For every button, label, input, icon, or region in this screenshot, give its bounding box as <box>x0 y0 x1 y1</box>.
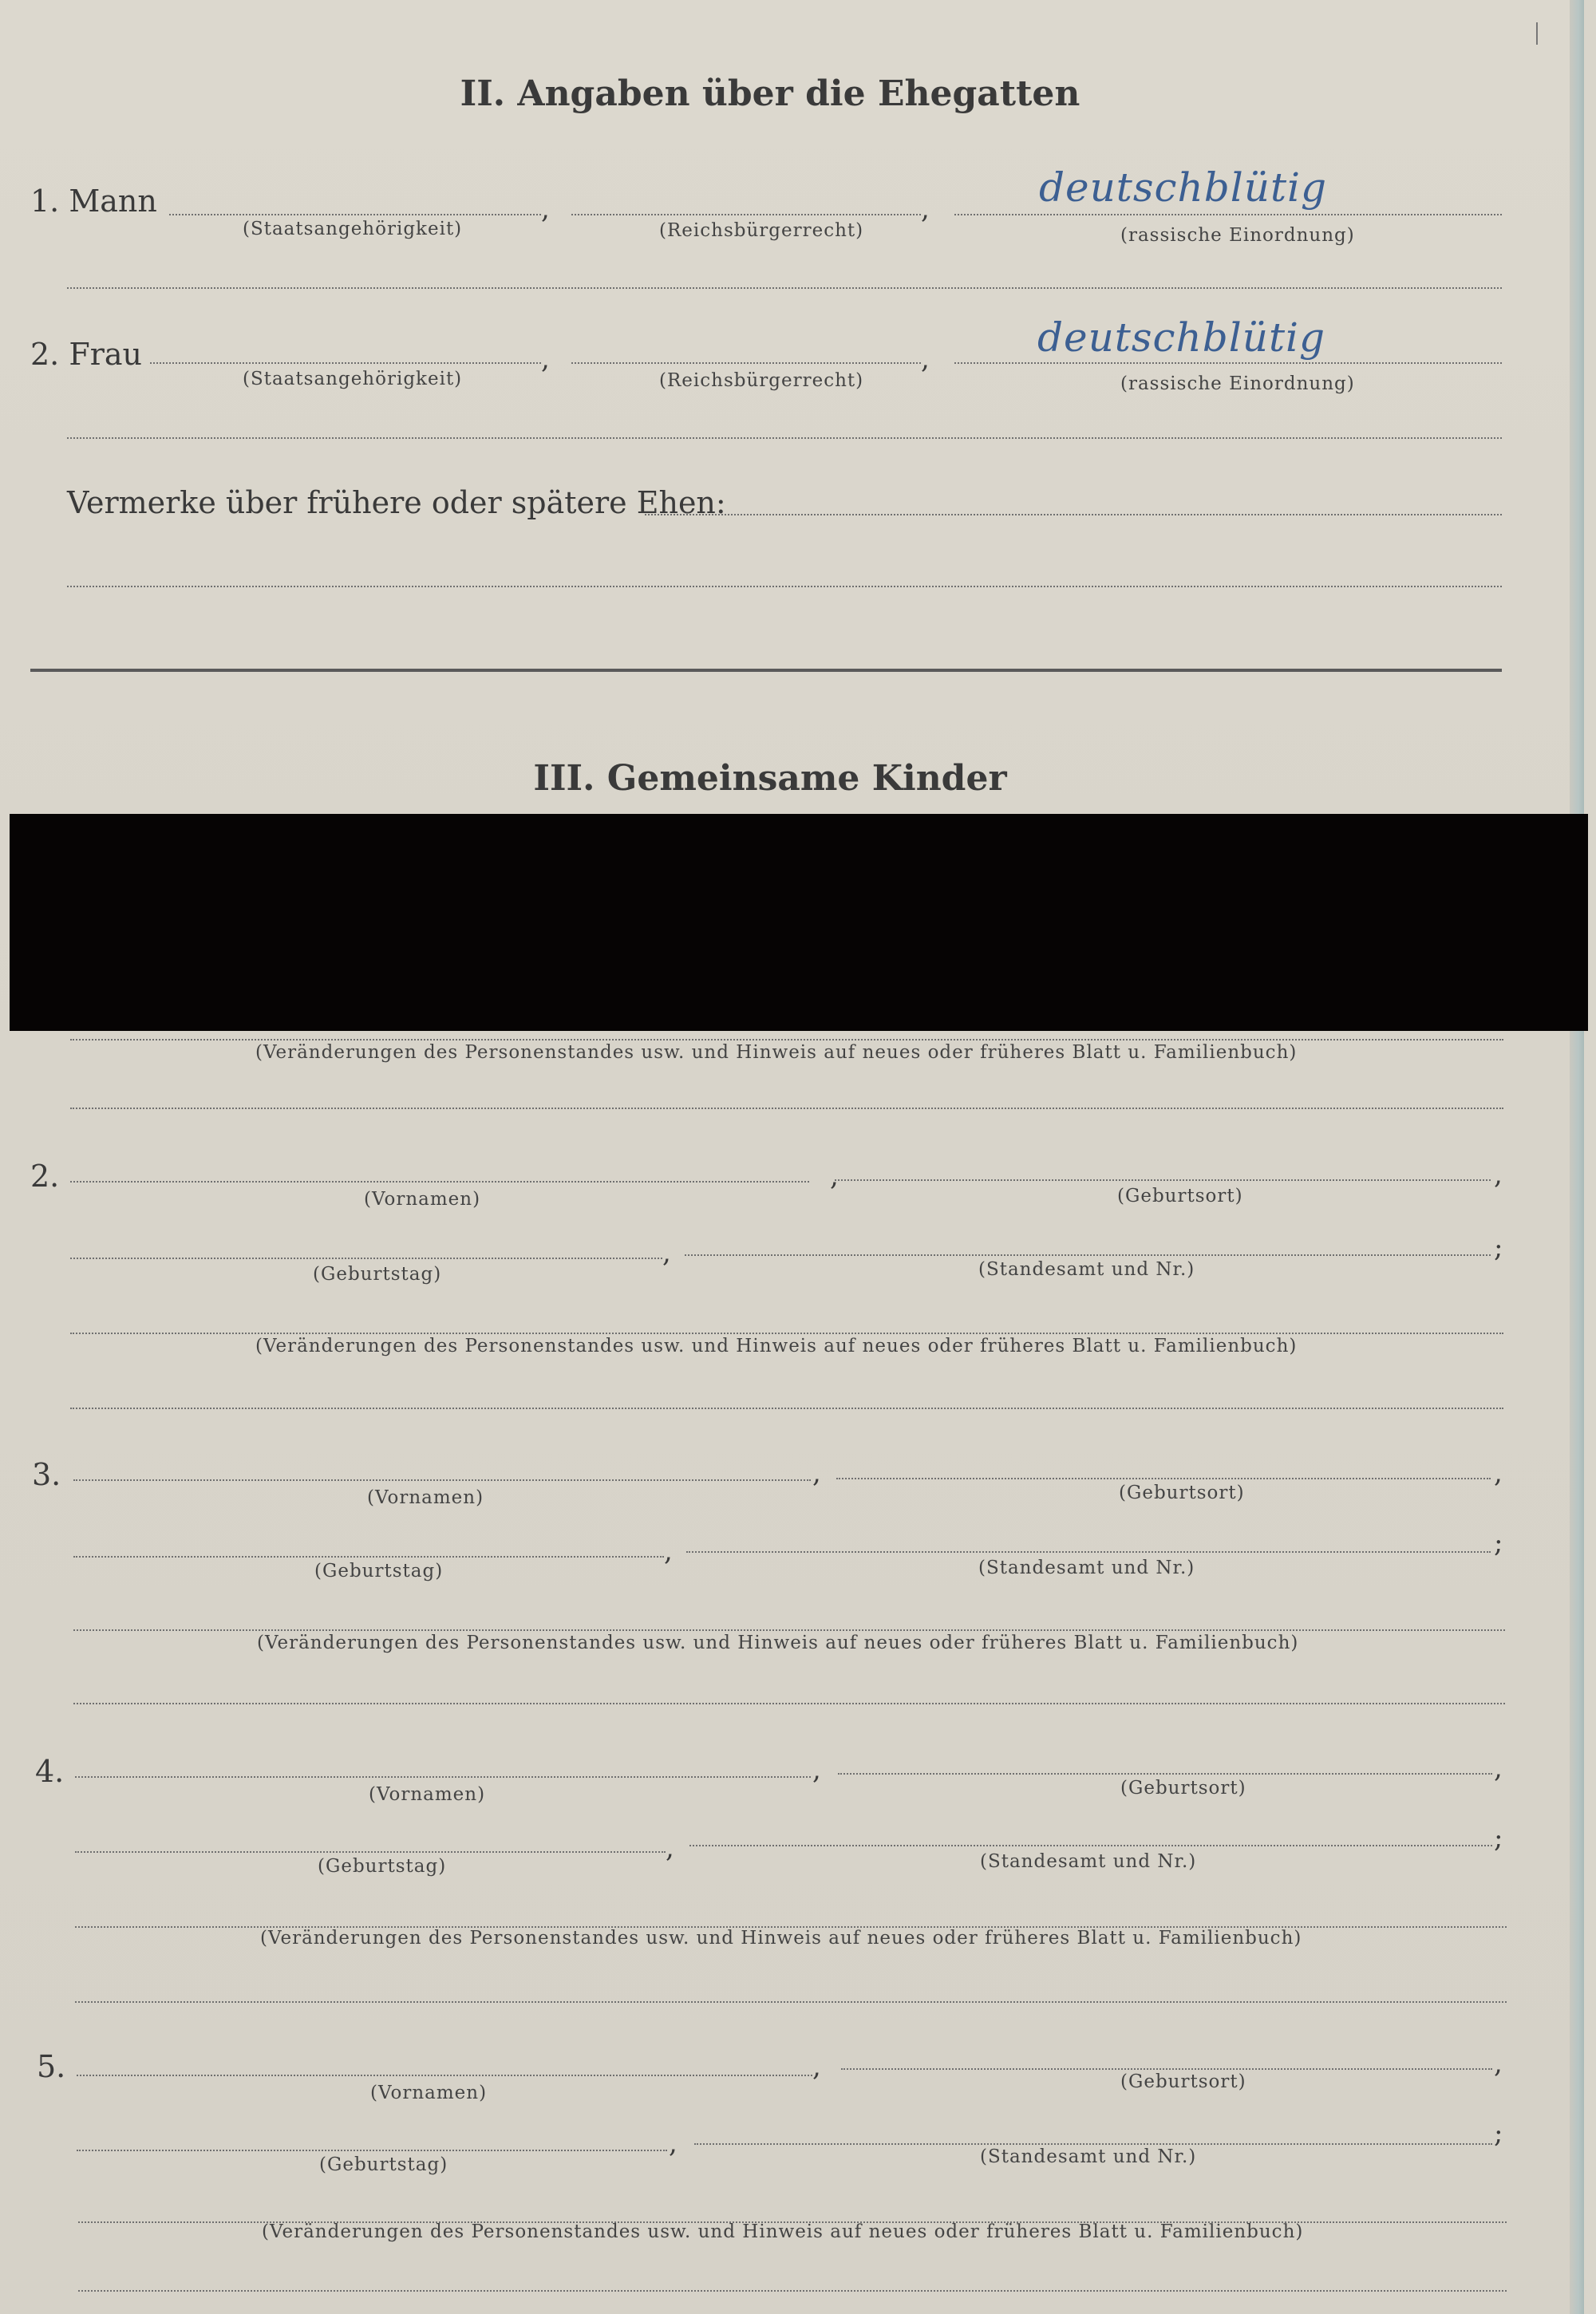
section-divider <box>30 669 1502 672</box>
caption-vornamen: (Vornamen) <box>370 2083 488 2103</box>
caption-geburtstag: (Geburtstag) <box>319 2154 448 2175</box>
child-3-standesamt-field[interactable] <box>686 1551 1491 1553</box>
caption-geburtsort: (Geburtsort) <box>1120 2071 1246 2092</box>
page-edge <box>1570 0 1584 2314</box>
child-5-standesamt-field[interactable] <box>694 2143 1492 2145</box>
caption-geburtstag: (Geburtstag) <box>314 1561 444 1581</box>
child-3-number: 3. <box>32 1457 61 1492</box>
caption-veraenderungen: (Veränderungen des Personenstandes usw. und Hinweis auf neues oder früheres Blatt u. Familienbuch) <box>262 2221 1304 2242</box>
frau-label: 2. Frau <box>30 337 142 372</box>
child-3-extra-line[interactable] <box>73 1703 1505 1704</box>
child-5-vornamen-field[interactable] <box>77 2075 812 2076</box>
child-2-geburtstag-field[interactable] <box>70 1258 662 1259</box>
child-2-geburtsort-field[interactable] <box>835 1179 1491 1181</box>
child-3-geburtstag-field[interactable] <box>73 1556 664 1558</box>
comma: , <box>1494 1457 1503 1489</box>
comma: , <box>1494 1159 1503 1191</box>
caption-geburtsort: (Geburtsort) <box>1120 1778 1246 1799</box>
mann-staat-field[interactable] <box>169 214 541 215</box>
caption-standesamt: (Standesamt und Nr.) <box>980 2146 1197 2167</box>
caption-vornamen: (Vornamen) <box>367 1487 484 1508</box>
child-5-geburtsort-field[interactable] <box>841 2068 1492 2070</box>
comma: , <box>812 1754 821 1786</box>
mann-label: 1. Mann <box>30 184 157 219</box>
child-1-extra-line[interactable] <box>70 1108 1503 1109</box>
vermerke-field[interactable] <box>645 514 1502 515</box>
frau-extra-line[interactable] <box>67 437 1502 439</box>
caption-veraenderungen: (Veränderungen des Personenstandes usw. und Hinweis auf neues oder früheres Blatt u. Familienbuch) <box>255 1336 1298 1356</box>
caption-geburtstag: (Geburtstag) <box>318 1856 447 1877</box>
frau-staat-field[interactable] <box>150 362 541 364</box>
comma: , <box>830 1160 839 1192</box>
child-2-standesamt-field[interactable] <box>685 1254 1491 1256</box>
semicolon: ; <box>1494 1527 1503 1559</box>
child-4-geburtsort-field[interactable] <box>838 1773 1492 1775</box>
child-4-vornamen-field[interactable] <box>75 1776 811 1778</box>
child-1-changes-line[interactable] <box>70 1039 1503 1041</box>
frau-rasse-field[interactable] <box>954 362 1502 364</box>
child-3-changes-line[interactable] <box>73 1629 1505 1631</box>
child-2-number: 2. <box>30 1159 60 1194</box>
child-2-extra-line[interactable] <box>70 1408 1503 1409</box>
frau-handwritten-entry: deutschblütig <box>1037 314 1326 361</box>
child-4-extra-line[interactable] <box>75 2001 1507 2003</box>
edge-mark <box>1536 22 1538 45</box>
mann-handwritten-entry: deutschblütig <box>1039 164 1328 211</box>
comma: , <box>664 1535 673 1567</box>
comma: , <box>662 1237 671 1269</box>
comma: , <box>669 2127 678 2159</box>
caption-staatsangehoerigkeit: (Staatsangehörigkeit) <box>243 369 463 389</box>
child-4-standesamt-field[interactable] <box>689 1845 1492 1846</box>
child-5-geburtstag-field[interactable] <box>77 2150 667 2151</box>
child-5-number: 5. <box>37 2049 66 2084</box>
comma: , <box>1494 2047 1503 2079</box>
mann-reich-field[interactable] <box>571 214 921 215</box>
semicolon: ; <box>1494 2118 1503 2150</box>
child-3-vornamen-field[interactable] <box>73 1479 811 1481</box>
vermerke-extra-line[interactable] <box>67 586 1502 587</box>
comma: , <box>666 1832 674 1864</box>
child-4-geburtstag-field[interactable] <box>75 1851 666 1853</box>
comma: , <box>812 2051 821 2083</box>
caption-veraenderungen: (Veränderungen des Personenstandes usw. und Hinweis auf neues oder früheres Blatt u. Familienbuch) <box>255 1042 1298 1063</box>
caption-standesamt: (Standesamt und Nr.) <box>978 1558 1195 1578</box>
comma: , <box>921 343 930 375</box>
comma: , <box>812 1457 821 1489</box>
caption-geburtstag: (Geburtstag) <box>313 1264 442 1285</box>
caption-rassische-einordnung: (rassische Einordnung) <box>1120 225 1355 246</box>
caption-staatsangehoerigkeit: (Staatsangehörigkeit) <box>243 219 463 239</box>
section-2-heading: II. Angaben über die Ehegatten <box>460 73 1080 114</box>
caption-veraenderungen: (Veränderungen des Personenstandes usw. und Hinweis auf neues oder früheres Blatt u. Familienbuch) <box>257 1633 1299 1653</box>
caption-rassische-einordnung: (rassische Einordnung) <box>1120 373 1355 394</box>
caption-standesamt: (Standesamt und Nr.) <box>978 1259 1195 1280</box>
semicolon: ; <box>1494 1822 1503 1854</box>
caption-vornamen: (Vornamen) <box>364 1189 481 1210</box>
comma: , <box>541 343 550 375</box>
child-4-number: 4. <box>35 1754 65 1789</box>
child-5-extra-line[interactable] <box>78 2290 1507 2292</box>
caption-vornamen: (Vornamen) <box>369 1784 486 1805</box>
caption-veraenderungen: (Veränderungen des Personenstandes usw. und Hinweis auf neues oder früheres Blatt u. Familienbuch) <box>260 1928 1302 1949</box>
semicolon: ; <box>1494 1232 1503 1264</box>
caption-reichsbuergerrecht: (Reichsbürgerrecht) <box>659 220 864 241</box>
frau-reich-field[interactable] <box>571 362 921 364</box>
caption-reichsbuergerrecht: (Reichsbürgerrecht) <box>659 370 864 391</box>
redaction-bar <box>10 814 1588 1031</box>
mann-extra-line[interactable] <box>67 287 1502 289</box>
comma: , <box>541 193 550 225</box>
child-2-changes-line[interactable] <box>70 1333 1503 1334</box>
child-3-geburtsort-field[interactable] <box>836 1478 1491 1479</box>
caption-geburtsort: (Geburtsort) <box>1119 1483 1245 1503</box>
comma: , <box>1494 1752 1503 1784</box>
child-2-vornamen-field[interactable] <box>70 1181 809 1183</box>
mann-rasse-field[interactable] <box>954 214 1502 215</box>
caption-standesamt: (Standesamt und Nr.) <box>980 1851 1197 1872</box>
comma: , <box>921 193 930 225</box>
vermerke-label: Vermerke über frühere oder spätere Ehen: <box>67 485 726 520</box>
caption-geburtsort: (Geburtsort) <box>1117 1186 1243 1206</box>
section-3-heading: III. Gemeinsame Kinder <box>533 758 1007 799</box>
